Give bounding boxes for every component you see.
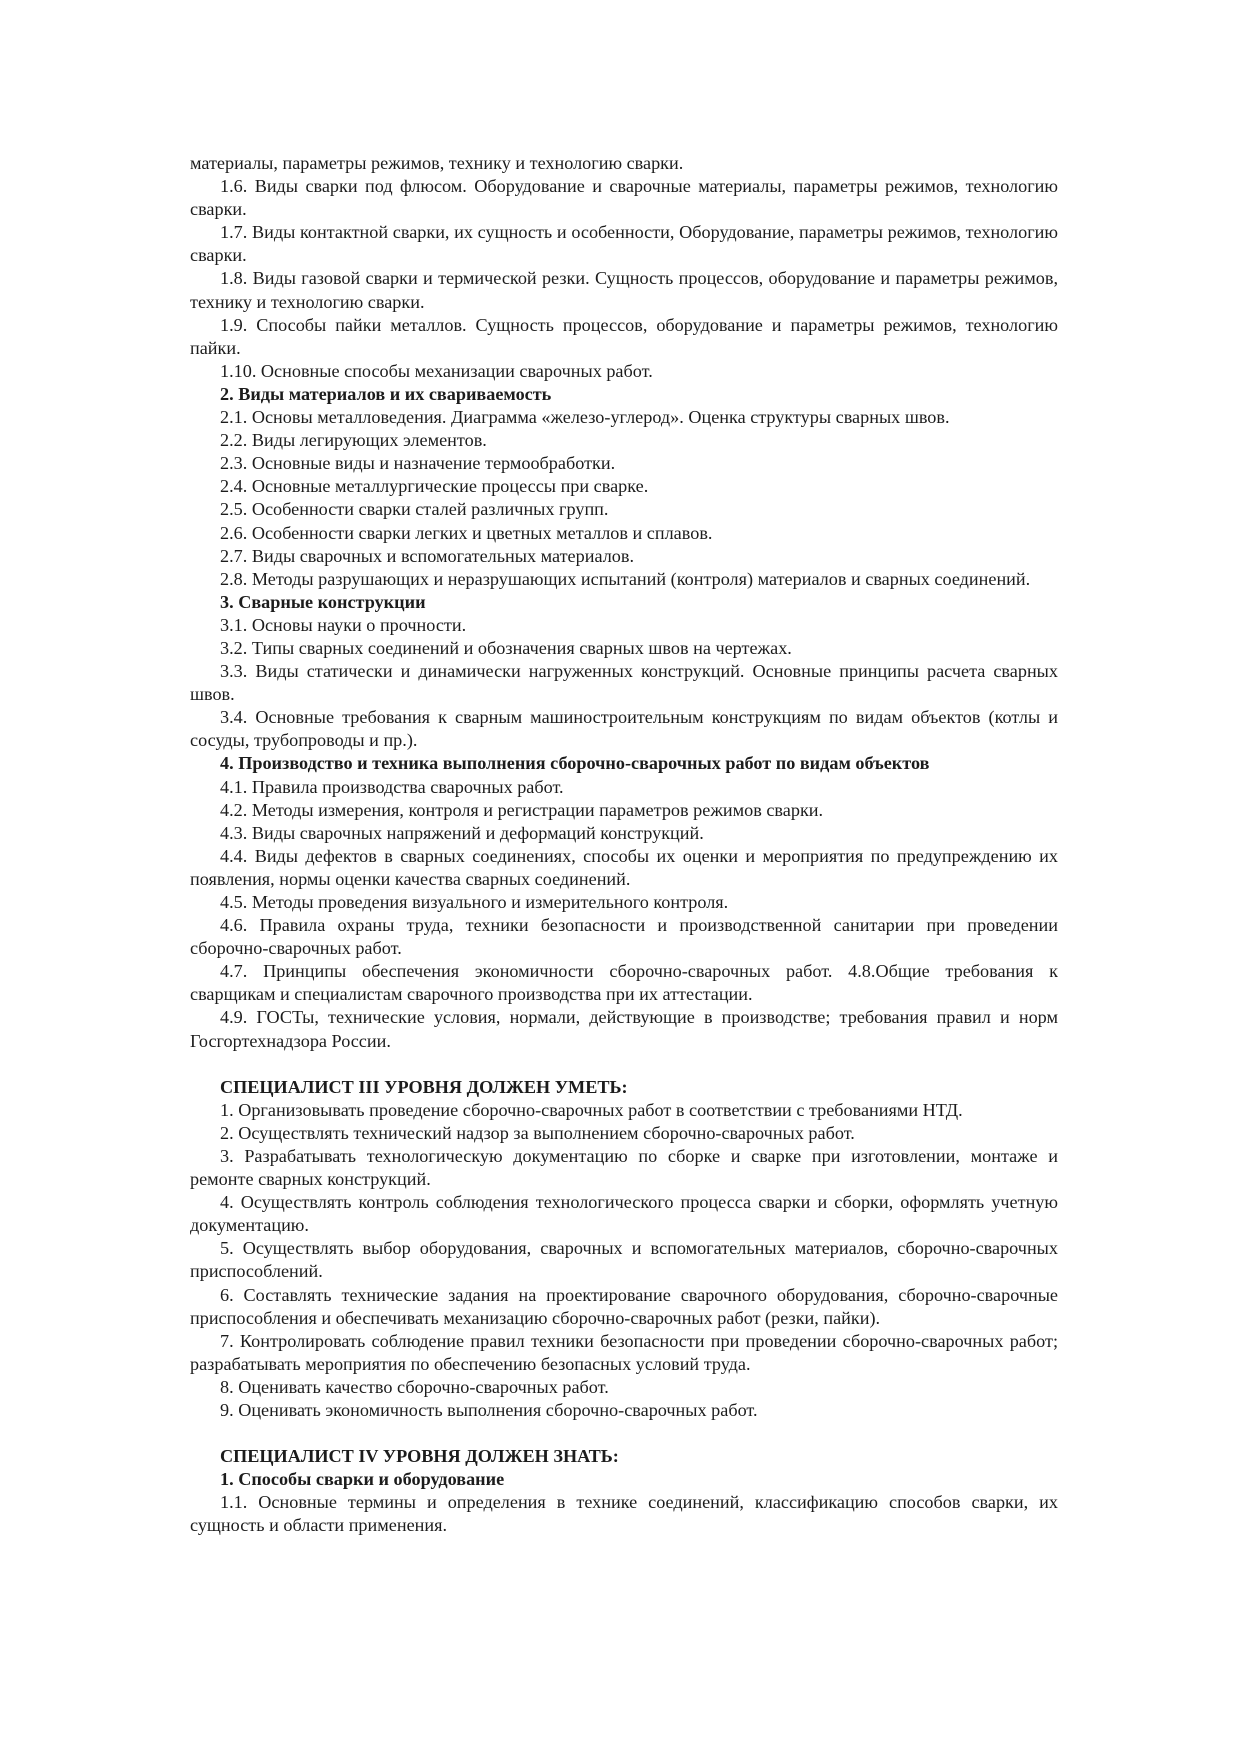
- paragraph: 2.8. Методы разрушающих и неразрушающих испытаний (контроля) материалов и сварных соединений.: [220, 568, 1031, 589]
- paragraph: 4.4. Виды дефектов в сварных соединениях, способы их оценки и мероприятия по предупреждению их появления, нормы оценки качества сварных соединений.: [190, 845, 1058, 889]
- paragraph: 1.10. Основные способы механизации сварочных работ.: [220, 360, 653, 381]
- paragraph: 2. Осуществлять технический надзор за выполнением сборочно-сварочных работ.: [220, 1122, 855, 1143]
- paragraph: 4.9. ГОСТы, технические условия, нормали, действующие в производстве; требования правил и норм Госгортехнадзора России.: [190, 1007, 1058, 1051]
- paragraph: 3.1. Основы науки о прочности.: [220, 614, 467, 635]
- section-spacer: [190, 1053, 1058, 1076]
- paragraph: 9. Оценивать экономичность выполнения сборочно-сварочных работ.: [220, 1399, 758, 1420]
- paragraph: 2.7. Виды сварочных и вспомогательных материалов.: [220, 545, 634, 566]
- section-heading: 2. Виды материалов и их свариваемость: [220, 383, 552, 404]
- paragraph: 3.3. Виды статически и динамически нагруженных конструкций. Основные принципы расчета сварных швов.: [190, 661, 1058, 705]
- section-heading: 4. Производство и техника выполнения сборочно-сварочных работ по видам объектов: [220, 753, 930, 774]
- section-heading: СПЕЦИАЛИСТ IV УРОВНЯ ДОЛЖЕН ЗНАТЬ:: [220, 1446, 619, 1467]
- paragraph: 1.1. Основные термины и определения в технике соединений, классификацию способов сварки, их сущность и области применения.: [190, 1492, 1058, 1536]
- paragraph: 4.6. Правила охраны труда, техники безопасности и производственной санитарии при проведении сборочно-сварочных работ.: [190, 915, 1058, 959]
- paragraph: 3. Разрабатывать технологическую документацию по сборке и сварке при изготовлении, монтаже и ремонте сварных конструкций.: [190, 1145, 1058, 1190]
- paragraph: 2.4. Основные металлургические процессы при сварке.: [220, 476, 649, 497]
- paragraph: 4.5. Методы проведения визуального и измерительного контроля.: [220, 892, 729, 912]
- document-page: [190, 152, 1058, 1537]
- paragraph: 2.6. Особенности сварки легких и цветных металлов и сплавов.: [220, 522, 713, 543]
- paragraph: 2.1. Основы металловедения. Диаграмма «железо-углерод». Оценка структуры сварных швов.: [220, 407, 950, 428]
- paragraph: 2.5. Особенности сварки сталей различных групп.: [220, 499, 609, 520]
- paragraph: 2.2. Виды легирующих элементов.: [220, 430, 487, 451]
- paragraph: 2.3. Основные виды и назначение термообработки.: [220, 453, 616, 474]
- paragraph: 1.6. Виды сварки под флюсом. Оборудование и сварочные материалы, параметры режимов, технологию сварки.: [190, 176, 1058, 220]
- section-heading: 3. Сварные конструкции: [220, 591, 426, 612]
- paragraph: 4.1. Правила производства сварочных работ.: [220, 776, 564, 797]
- paragraph: 4. Осуществлять контроль соблюдения технологического процесса сварки и сборки, оформлять учетную документацию.: [190, 1192, 1058, 1236]
- paragraph: 1.7. Виды контактной сварки, их сущность и особенности, Оборудование, параметры режимов, технологию сварки.: [190, 222, 1058, 266]
- paragraph: 3.4. Основные требования к сварным машиностроительным конструкциям по видам объектов (котлы и сосуды, трубопроводы и пр.).: [190, 707, 1058, 751]
- paragraph: 8. Оценивать качество сборочно-сварочных работ.: [220, 1376, 609, 1397]
- paragraph: 1.8. Виды газовой сварки и термической резки. Сущность процессов, оборудование и параметры режимов, технику и технологию сварки.: [190, 268, 1058, 312]
- paragraph: 5. Осуществлять выбор оборудования, сварочных и вспомогательных материалов, сборочно-сварочных приспособлений.: [190, 1238, 1058, 1282]
- paragraph: 6. Составлять технические задания на проектирование сварочного оборудования, сборочно-сварочные приспособления и обеспечивать механизацию сборочно-сварочных работ (резки, пайки).: [190, 1284, 1058, 1328]
- paragraph: 7. Контролировать соблюдение правил техники безопасности при проведении сборочно-сварочных работ; разрабатывать мероприятия по обеспечению безопасных условий труда.: [190, 1330, 1058, 1374]
- paragraph: 3.2. Типы сварных соединений и обозначения сварных швов на чертежах.: [220, 637, 792, 658]
- section-spacer: [190, 1422, 1058, 1445]
- paragraph: 4.3. Виды сварочных напряжений и деформаций конструкций.: [220, 822, 704, 843]
- paragraph: 4.2. Методы измерения, контроля и регистрации параметров режимов сварки.: [220, 799, 824, 820]
- paragraph: 1. Организовывать проведение сборочно-сварочных работ в соответствии с требованиями НТД.: [220, 1099, 963, 1120]
- paragraph: материалы, параметры режимов, технику и технологию сварки.: [190, 153, 684, 173]
- paragraph: 1.9. Способы пайки металлов. Сущность процессов, оборудование и параметры режимов, технологию пайки.: [190, 314, 1058, 358]
- paragraph: 4.7. Принципы обеспечения экономичности сборочно-сварочных работ. 4.8.Общие требования к сварщикам и специалистам сварочного производства при их аттестации.: [190, 961, 1058, 1005]
- section-heading: СПЕЦИАЛИСТ III УРОВНЯ ДОЛЖЕН УМЕТЬ:: [220, 1076, 628, 1097]
- section-heading: 1. Способы сварки и оборудование: [220, 1469, 505, 1490]
